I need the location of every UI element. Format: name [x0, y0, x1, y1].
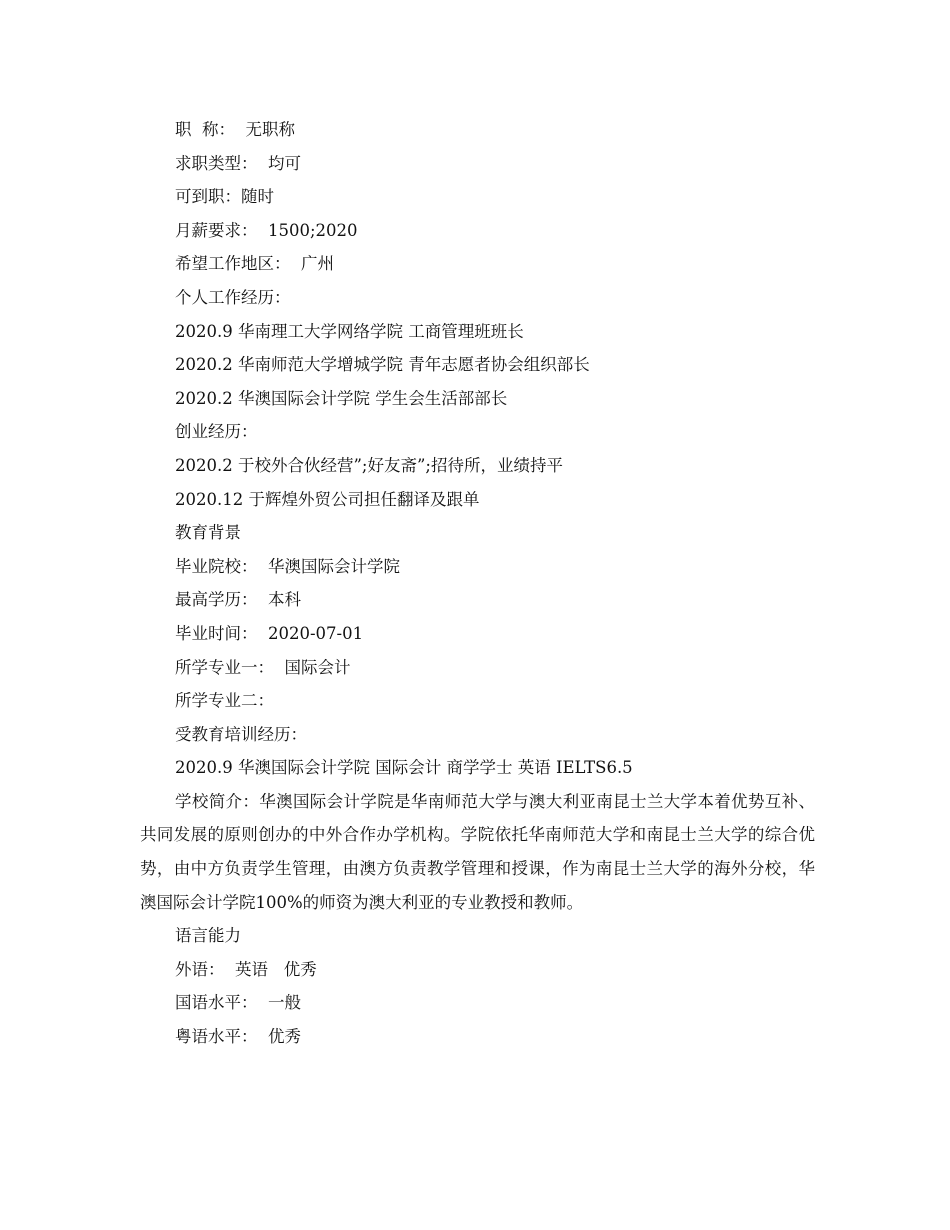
title-line: 职 称： 无职称 [175, 120, 295, 139]
major-two-line: 所学专业二： [175, 691, 274, 711]
job-type-line: 求职类型： 均可 [175, 153, 301, 173]
salary-line: 月薪要求： 1500;2020 [175, 220, 358, 240]
school-intro-paragraph: 学校简介：华澳国际会计学院是华南师范大学与澳大利亚南昆士兰大学本着优势互补、共同发展的原则创办的中外合作办学机构。学院依托华南师范大学和南昆士兰大学的综合优势，由中方负责学生管理，由澳方负责教学管理和授课，作为南昆士兰大学的海外分校，华澳国际会计学院100%的师资为澳大利亚的专业教授和教师。 [140, 791, 815, 912]
highest-degree-line: 最高学历： 本科 [175, 590, 301, 610]
foreign-language-line: 外语： 英语 优秀 [175, 959, 317, 979]
language-heading: 语言能力 [175, 926, 241, 946]
work-history-item: 2020.2 华澳国际会计学院 学生会生活部部长 [175, 388, 508, 408]
training-item: 2020.9 华澳国际会计学院 国际会计 商学学士 英语 IELTS6.5 [175, 758, 633, 778]
work-history-heading: 个人工作经历： [175, 287, 291, 307]
entrepreneur-heading: 创业经历： [175, 422, 258, 442]
graduation-date-line: 毕业时间： 2020-07-01 [175, 623, 364, 643]
major-one-line: 所学专业一： 国际会计 [175, 657, 351, 677]
location-line: 希望工作地区： 广州 [175, 254, 334, 274]
training-heading: 受教育培训经历： [175, 724, 307, 744]
entrepreneur-item: 2020.12 于辉煌外贸公司担任翻译及跟单 [175, 489, 480, 509]
cantonese-line: 粤语水平： 优秀 [175, 1027, 301, 1047]
work-history-item: 2020.9 华南理工大学网络学院 工商管理班班长 [175, 321, 524, 341]
education-heading: 教育背景 [175, 523, 241, 543]
availability-line: 可到职：随时 [175, 187, 274, 207]
resume-content [140, 113, 815, 1054]
mandarin-line: 国语水平： 一般 [175, 993, 301, 1013]
graduate-school-line: 毕业院校： 华澳国际会计学院 [175, 556, 400, 576]
entrepreneur-item: 2020.2 于校外合伙经营”;好友斋”;招待所，业绩持平 [175, 455, 563, 475]
work-history-item: 2020.2 华南师范大学增城学院 青年志愿者协会组织部长 [175, 355, 590, 375]
